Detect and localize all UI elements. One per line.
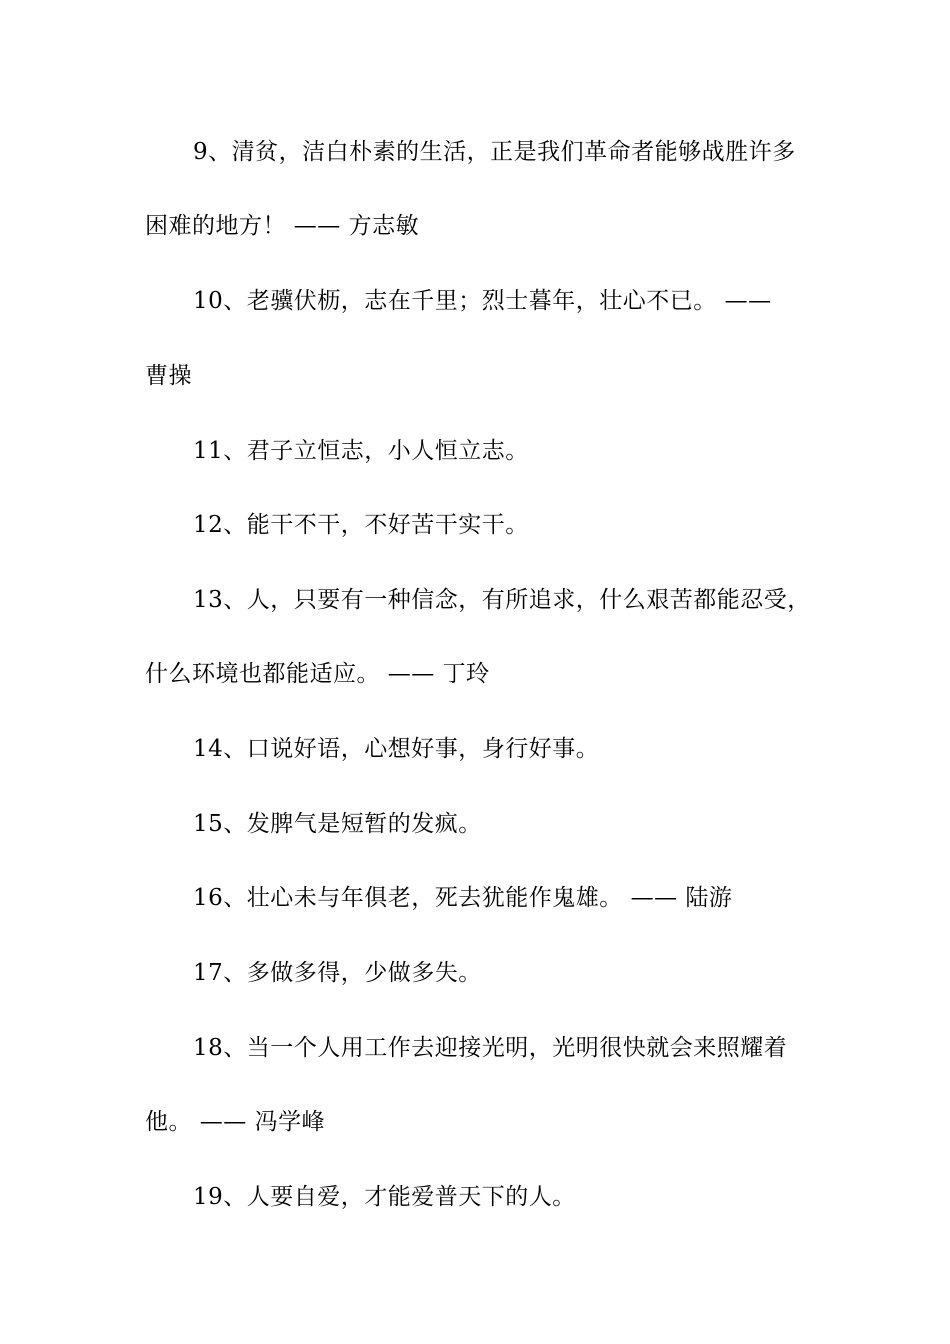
quote-19: 19、人要自爱，才能爱普天下的人。 <box>193 1184 576 1210</box>
quote-16: 16、壮心未与年俱老，死去犹能作鬼雄。 —— 陆游 <box>193 885 733 911</box>
quote-13-line-2: 什么环境也都能适应。 —— 丁玲 <box>145 661 490 687</box>
quote-12: 12、能干不干，不好苦干实干。 <box>193 512 529 538</box>
quote-18-line-2: 他。 —— 冯学峰 <box>145 1109 326 1135</box>
quote-15: 15、发脾气是短暂的发疯。 <box>193 811 482 837</box>
quote-13-line-1: 13、人，只要有一种信念，有所追求，什么艰苦都能忍受， <box>193 587 811 613</box>
quote-10-line-1: 10、老骥伏枥，志在千里；烈士暮年，壮心不已。 —— <box>193 288 772 314</box>
quote-11: 11、君子立恒志，小人恒立志。 <box>193 438 529 464</box>
quote-18-line-1: 18、当一个人用工作去迎接光明，光明很快就会来照耀着 <box>193 1035 788 1061</box>
quote-14: 14、口说好语，心想好事，身行好事。 <box>193 736 600 762</box>
quote-10-line-2: 曹操 <box>145 363 192 389</box>
quote-9-line-1: 9、清贫，洁白朴素的生活，正是我们革命者能够战胜许多 <box>193 139 796 165</box>
quote-9-line-2: 困难的地方！ —— 方志敏 <box>145 213 420 239</box>
quote-17: 17、多做多得，少做多失。 <box>193 960 482 986</box>
